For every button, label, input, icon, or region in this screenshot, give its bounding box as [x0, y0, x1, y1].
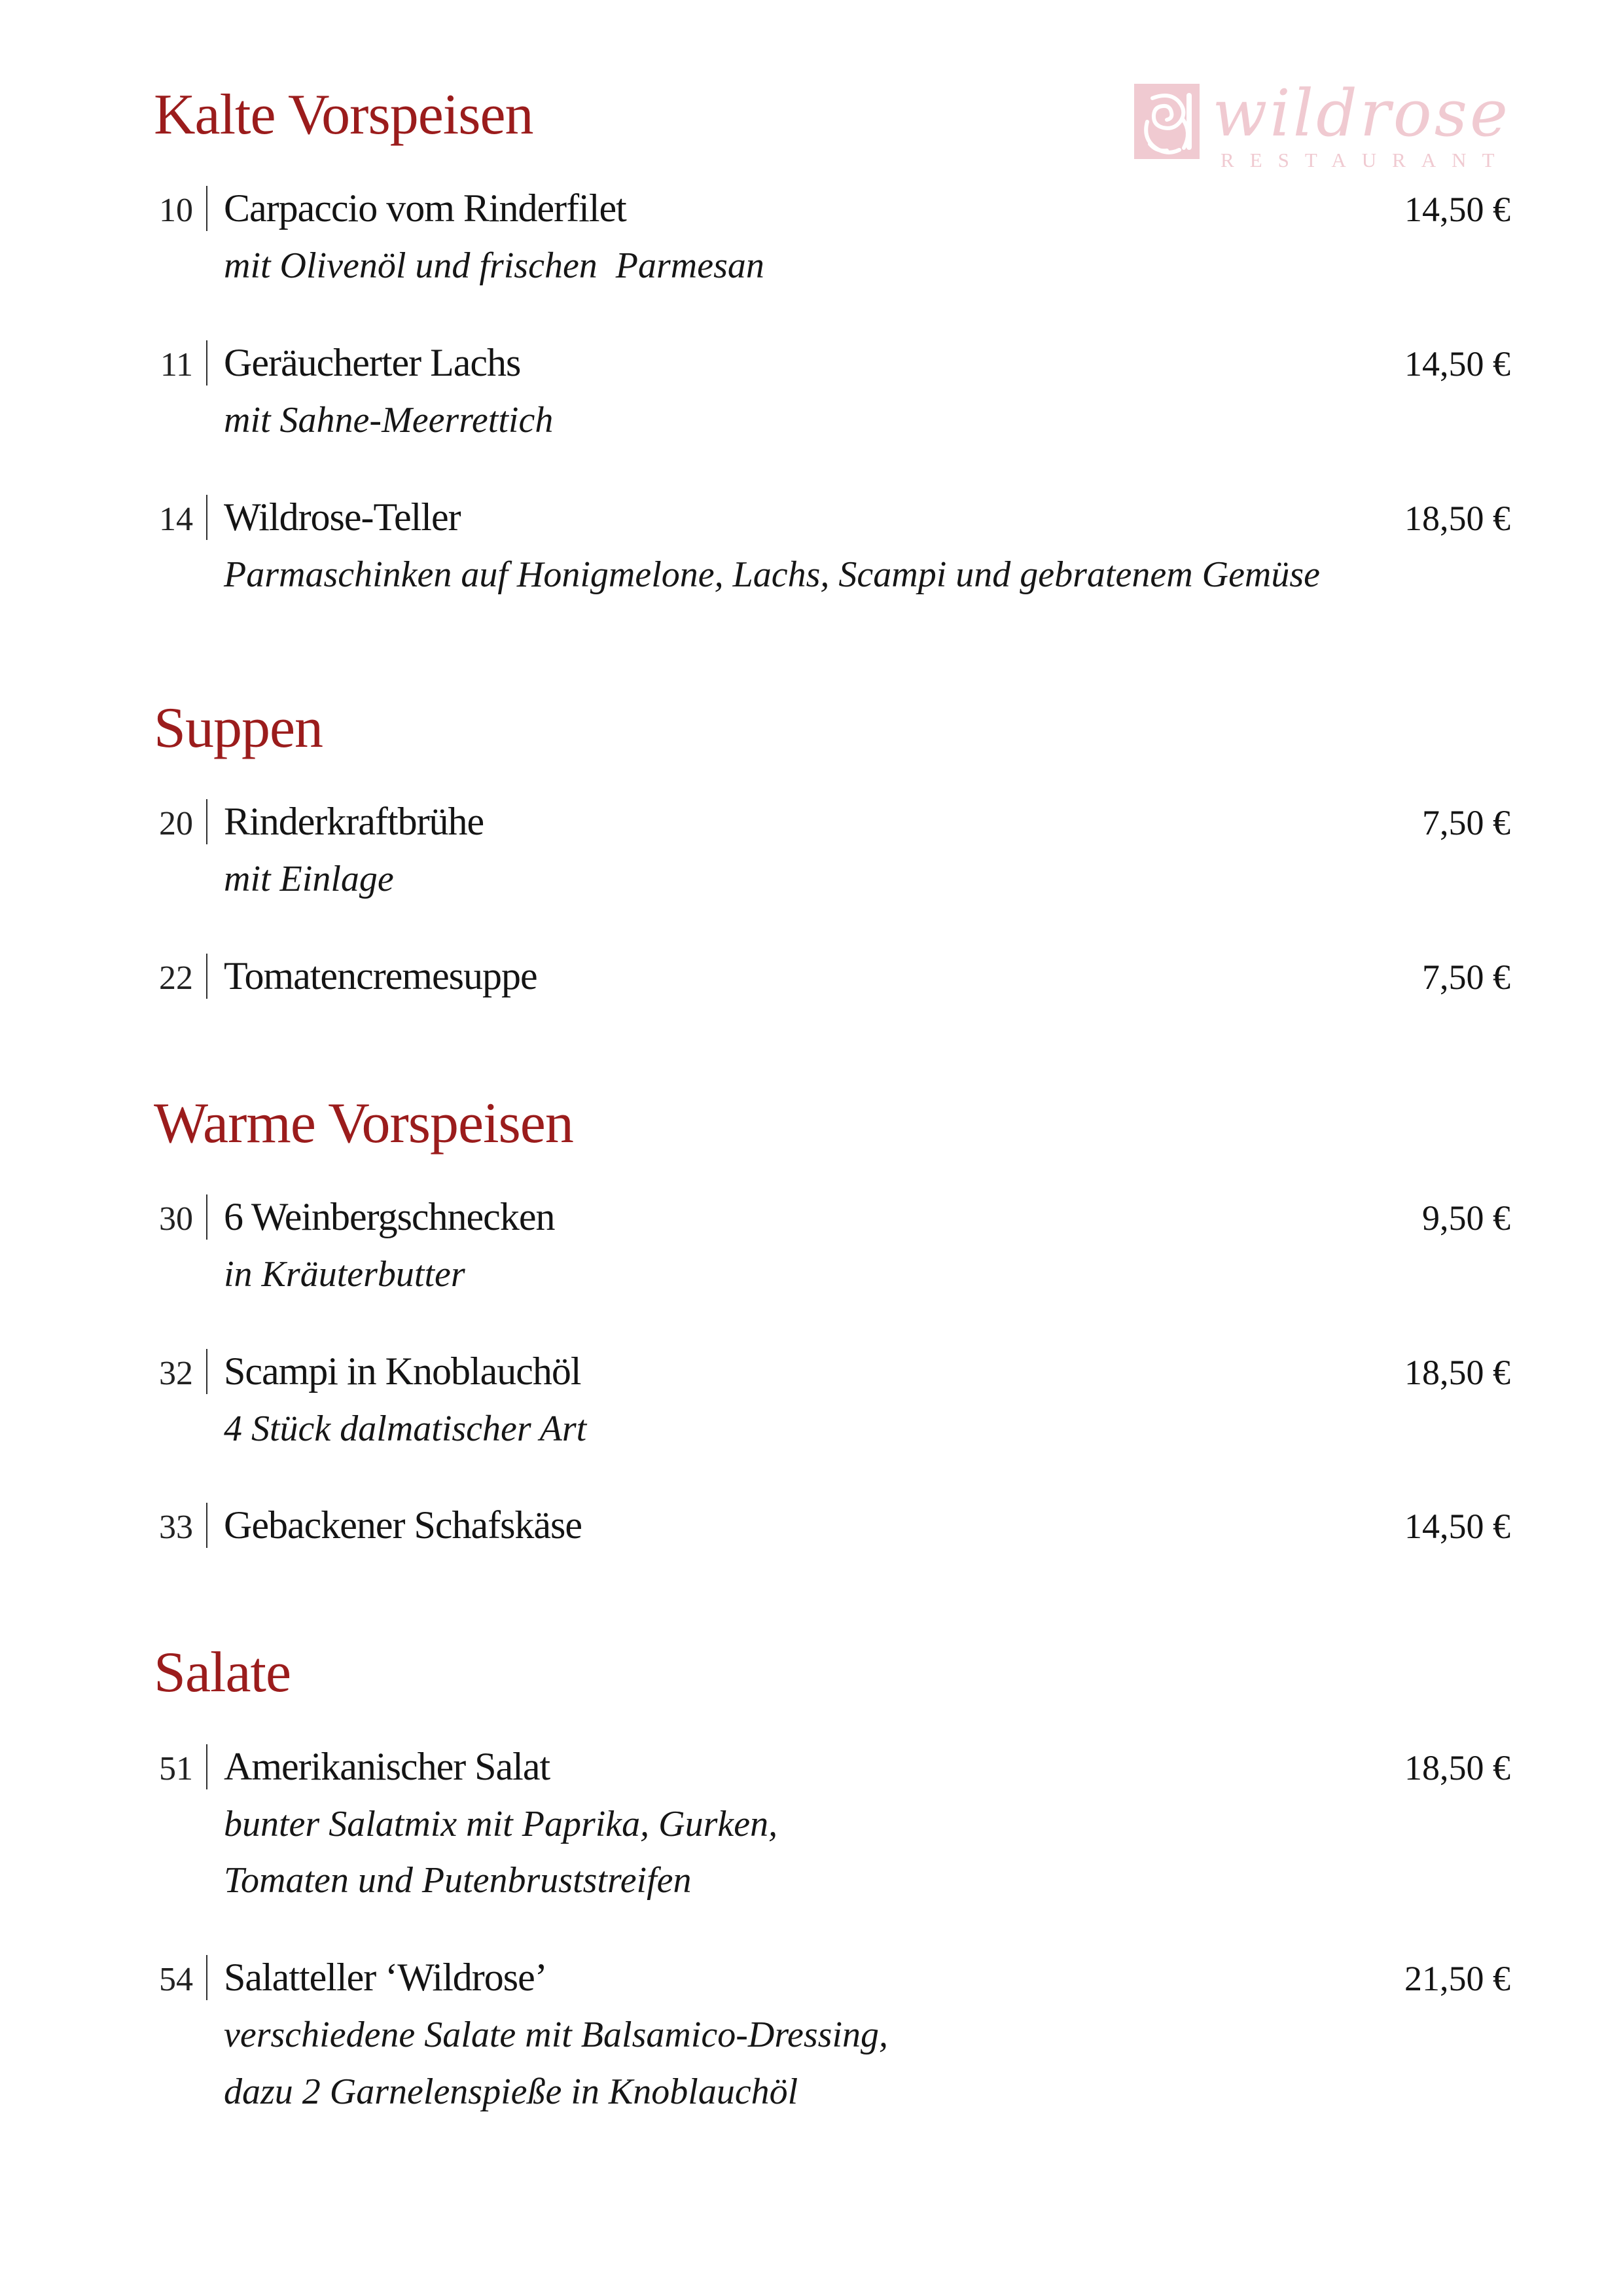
menu-item: [154, 1503, 1510, 1548]
item-description: dazu 2 Garnelenspieße in Knoblauchöl: [224, 2071, 798, 2112]
item-price: 18,50 €: [1404, 1352, 1510, 1392]
menu-item-row: [154, 1955, 1510, 2000]
item-number: 14: [159, 500, 193, 538]
item-number: 22: [159, 959, 193, 997]
item-number: 32: [159, 1354, 193, 1392]
item-name: Rinderkraftbrühe: [206, 799, 1402, 844]
section-title: Warme Vorspeisen: [154, 1091, 573, 1155]
section-warme-vorspeisen: [154, 1090, 1510, 1549]
section-salate: [154, 1640, 1510, 2120]
item-price: 7,50 €: [1422, 802, 1510, 842]
menu-item-row: [154, 186, 1510, 231]
item-name: Carpaccio vom Rinderfilet: [206, 186, 1385, 231]
item-price: 18,50 €: [1404, 498, 1510, 538]
item-number: 54: [159, 1961, 193, 1999]
item-price: 7,50 €: [1422, 957, 1510, 997]
menu-item-row: [154, 340, 1510, 386]
item-name: Geräucherter Lachs: [206, 340, 1385, 386]
menu-item: [154, 1955, 1510, 2121]
restaurant-logo: [1134, 77, 1510, 172]
item-price: 9,50 €: [1422, 1198, 1510, 1238]
section-title: Salate: [154, 1641, 291, 1705]
menu-item-row: [154, 1349, 1510, 1394]
section-title: Kalte Vorspeisen: [154, 83, 533, 147]
item-price: 21,50 €: [1404, 1959, 1510, 1999]
menu-item: [154, 1194, 1510, 1303]
item-description: Parmaschinken auf Honigmelone, Lachs, Scampi und gebratenem Gemüse: [224, 554, 1321, 595]
item-name: Wildrose-Teller: [206, 495, 1385, 540]
item-description: mit Einlage: [224, 858, 394, 899]
menu-item-row: [154, 799, 1510, 844]
item-description: in Kräuterbutter: [224, 1253, 465, 1295]
item-description: Tomaten und Putenbruststreifen: [224, 1860, 692, 1901]
menu-item: [154, 1349, 1510, 1458]
logo-text: [1212, 77, 1510, 172]
item-description: 4 Stück dalmatischer Art: [224, 1408, 587, 1449]
item-description: verschiedene Salate mit Balsamico-Dressing,: [224, 2015, 889, 2056]
item-price: 18,50 €: [1404, 1748, 1510, 1787]
item-description: mit Olivenöl und frischen Parmesan: [224, 245, 764, 287]
item-number: 20: [159, 804, 193, 842]
menu-item: [154, 799, 1510, 908]
menu-item: [154, 186, 1510, 295]
rose-icon: [1134, 84, 1200, 159]
item-number: 30: [159, 1200, 193, 1238]
item-name: Amerikanischer Salat: [206, 1744, 1385, 1789]
menu-item: [154, 340, 1510, 449]
item-name: Scampi in Knoblauchöl: [206, 1349, 1385, 1394]
menu-item-row: [154, 1194, 1510, 1240]
item-name: 6 Weinbergschnecken: [206, 1194, 1402, 1240]
logo-script-name: wildrose: [1212, 77, 1510, 151]
menu-item-row: [154, 1503, 1510, 1548]
menu-item: [154, 1744, 1510, 1910]
item-number: 33: [159, 1509, 193, 1547]
menu-item: [154, 954, 1510, 999]
menu-item: [154, 495, 1510, 603]
item-name: Salatteller ‘Wildrose’: [206, 1955, 1385, 2000]
item-description: bunter Salatmix mit Paprika, Gurken,: [224, 1803, 778, 1844]
section-title: Suppen: [154, 696, 323, 760]
item-description: mit Sahne-Meerrettich: [224, 399, 554, 440]
item-name: Tomatencremesuppe: [206, 954, 1402, 999]
item-price: 14,50 €: [1404, 344, 1510, 384]
item-number: 10: [159, 192, 193, 230]
item-number: 51: [159, 1749, 193, 1787]
menu-item-row: [154, 954, 1510, 999]
item-price: 14,50 €: [1404, 1507, 1510, 1547]
item-name: Gebackener Schafskäse: [206, 1503, 1385, 1548]
menu-item-row: [154, 495, 1510, 540]
section-suppen: [154, 695, 1510, 999]
item-price: 14,50 €: [1404, 190, 1510, 230]
logo-subtitle: RESTAURANT: [1221, 149, 1510, 172]
menu-item-row: [154, 1744, 1510, 1789]
item-number: 11: [160, 346, 193, 384]
